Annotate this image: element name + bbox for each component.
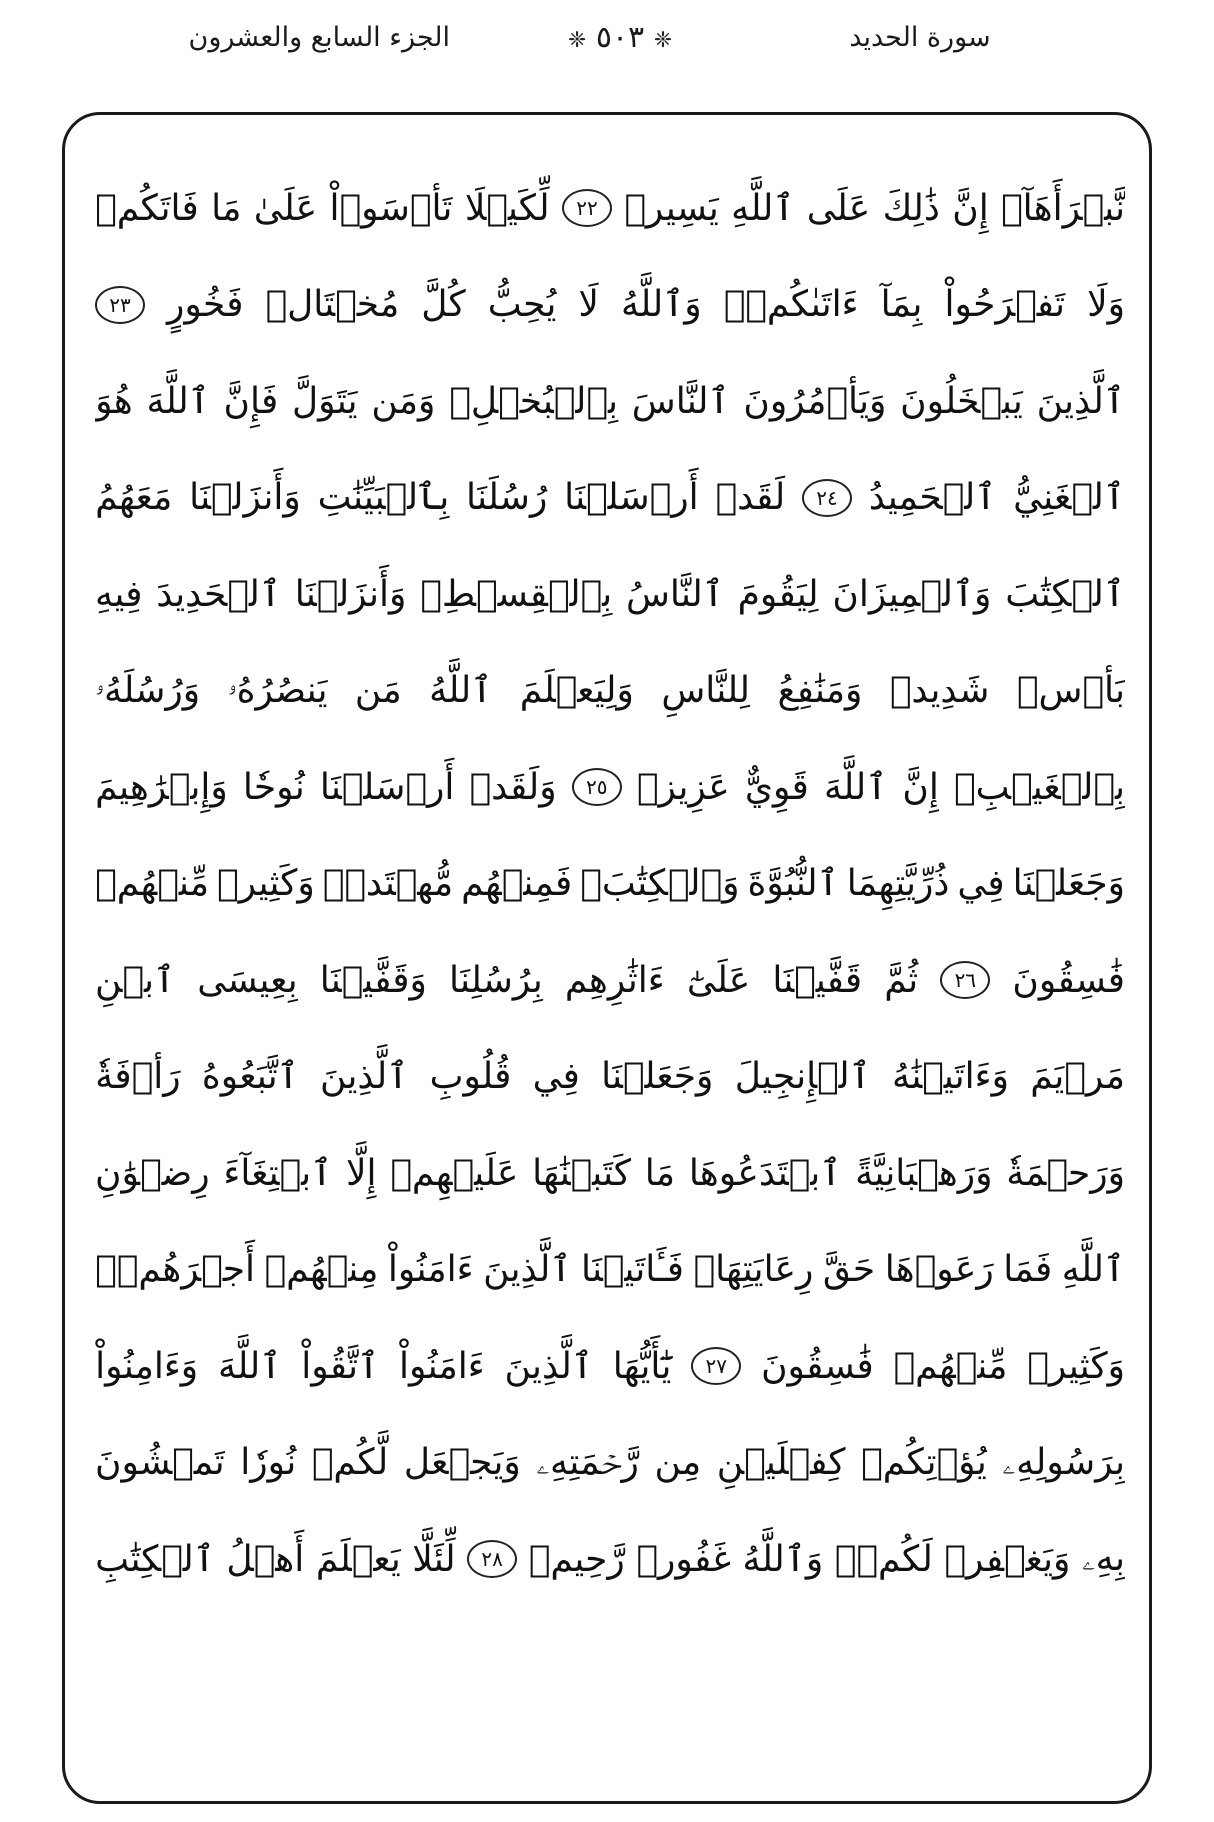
ayah-number-marker: ٢٢: [562, 189, 612, 227]
verse-word: ٱلۡغَنِيُّ: [1013, 477, 1125, 519]
verse-word: قَفَّيۡنَا: [772, 959, 863, 1001]
verse-word: وَإِبۡرَٰهِيمَ: [95, 766, 228, 808]
verse-word: رَأۡفَةٗ: [95, 1056, 181, 1098]
verse-word: وَأَنزَلۡنَا: [189, 477, 301, 519]
verse-word: بِٱلۡغَيۡبِۚ: [954, 766, 1125, 808]
verse-word: ٱلَّذِينَ: [1036, 380, 1125, 422]
ayah-number-marker: ٢٦: [940, 961, 990, 999]
page-header: [0, 0, 1214, 100]
verse-word: وَرَهۡبَانِيَّةً: [855, 1152, 993, 1194]
verse-line: [95, 1029, 1125, 1126]
verse-word: مِّنۡهُمۡ: [95, 863, 209, 905]
verse-line: [95, 450, 1125, 547]
verse-word: فَٰسِقُونَ: [761, 1345, 874, 1387]
verse-word: ٱلۡكِتَٰبَ: [1005, 573, 1125, 615]
verse-word: وَٱلۡكِتَٰبَۖ: [580, 863, 740, 905]
verse-line: [95, 1415, 1125, 1512]
verse-word: وَمَن: [371, 380, 436, 422]
verse-word: وَرَحۡمَةٗ: [1006, 1152, 1125, 1194]
verse-word: وَءَامِنُواْ: [95, 1345, 199, 1387]
verse-word: بِهِۦ: [1081, 1538, 1125, 1580]
verse-word: يَٰٓأَيُّهَا: [612, 1345, 672, 1387]
verse-word: بِرُسُلِنَا: [449, 959, 543, 1001]
verse-word: كُلَّ: [421, 284, 466, 326]
verse-word: قَوِيٌّ: [744, 766, 809, 808]
ayah-number-marker: ٢٤: [802, 479, 852, 517]
verse-word: ٱللَّهَ: [824, 766, 888, 808]
verse-word: يَنصُرُهُۥ: [227, 669, 328, 711]
verse-word: وَيَغۡفِرۡ: [944, 1538, 1071, 1580]
verse-word: ذَٰلِكَ: [882, 187, 940, 229]
verse-word: عَلَىٰٓ: [686, 959, 751, 1001]
verse-word: أَرۡسَلۡنَا: [564, 477, 699, 519]
verse-word: أَجۡرَهُمۡۖ: [95, 1249, 255, 1291]
ayah-number-marker: ٢٥: [572, 768, 622, 806]
verse-word: وَيَأۡمُرُونَ: [743, 380, 887, 422]
verse-word: أَهۡلُ: [226, 1538, 305, 1580]
verse-word: ٱللَّهِ: [731, 187, 795, 229]
verse-word: إِنَّ: [902, 766, 939, 808]
verse-word: تَمۡشُونَ: [95, 1442, 225, 1484]
verse-word: وَٱللَّهُ: [620, 284, 702, 326]
verse-word: إِنَّ: [952, 187, 989, 229]
verse-word: وَلَقَدۡ: [469, 766, 557, 808]
verse-word: مَرۡيَمَ: [1030, 1056, 1125, 1098]
verse-word: ٱلَّذِينَ: [483, 1249, 572, 1291]
verse-word: بِٱلۡقِسۡطِۖ: [420, 573, 613, 615]
verse-word: فَمَا: [1003, 1249, 1053, 1291]
verse-word: رُسُلَنَا: [466, 477, 548, 519]
verse-line: [95, 1511, 1125, 1608]
verse-word: بِرَسُولِهِۦ: [1002, 1441, 1125, 1483]
quran-text-block: [95, 160, 1125, 1608]
verse-word: فِيهِ: [95, 573, 143, 615]
verse-word: ٱبۡتِغَآءَ: [223, 1152, 333, 1194]
verse-word: أَرۡسَلۡنَا: [319, 766, 455, 808]
verse-word: ٱلَّذِينَ: [319, 1056, 409, 1098]
verse-word: رَّحِيمٞ: [528, 1538, 625, 1580]
verse-word: تَأۡسَوۡاْ: [329, 187, 453, 229]
ayah-number-marker: ٢٧: [691, 1347, 741, 1385]
verse-word: فَمِنۡهُم: [461, 863, 573, 905]
verse-word: لَّكُمۡ: [311, 1442, 389, 1484]
verse-line: [95, 1222, 1125, 1319]
verse-word: مَا: [644, 1152, 676, 1194]
verse-word: ذُرِّيَّتِهِمَا: [846, 863, 950, 905]
verse-word: فَاتَكُمۡ: [95, 187, 199, 229]
verse-word: مَعَهُمُ: [95, 477, 173, 519]
verse-word: هُوَ: [95, 380, 133, 422]
verse-word: عَلَى: [806, 187, 871, 229]
juz-title: الجزء السابع والعشرون: [188, 22, 450, 53]
verse-word: نُوحٗا: [242, 766, 305, 808]
verse-word: ٱللَّهَ: [218, 1345, 282, 1387]
verse-word: عَلَيۡهِمۡ: [390, 1152, 519, 1194]
verse-word: رِضۡوَٰنِ: [95, 1152, 210, 1194]
verse-word: يَسِيرٞ: [624, 187, 719, 229]
verse-word: فَخُورٍ: [167, 284, 244, 326]
verse-word: حَقَّ: [822, 1249, 876, 1291]
verse-word: فَٰسِقُونَ: [1012, 959, 1125, 1001]
verse-word: وَٱلۡمِيزَانَ: [832, 573, 992, 615]
verse-word: بِٱلۡبَيِّنَٰتِ: [317, 477, 450, 519]
verse-word: ٱلۡكِتَٰبِ: [95, 1538, 215, 1580]
verse-word: وَقَفَّيۡنَا: [319, 959, 427, 1001]
verse-word: وَيَجۡعَل: [403, 1442, 521, 1484]
verse-word: ٱبۡتَدَعُوهَا: [688, 1152, 842, 1194]
verse-word: وَأَنزَلۡنَا: [294, 573, 407, 615]
verse-word: ٱلۡحَدِيدَ: [156, 573, 281, 615]
verse-line: [95, 257, 1125, 354]
verse-word: مَن: [354, 670, 402, 712]
verse-word: وَكَثِيرٞ: [1027, 1345, 1125, 1387]
verse-word: وَجَعَلۡنَا: [601, 1056, 714, 1098]
verse-word: ٱللَّهِ: [1061, 1249, 1125, 1291]
verse-word: ٱللَّهُ: [429, 670, 493, 712]
verse-word: مَا: [211, 187, 242, 229]
verse-word: ٱللَّهَ: [146, 380, 210, 422]
verse-word: بِعِيسَى: [197, 959, 298, 1001]
verse-word: يُحِبُّ: [487, 284, 557, 326]
verse-line: [95, 1125, 1125, 1222]
verse-word: مُّهۡتَدٖۖ: [322, 863, 454, 905]
verse-word: وَٱللَّهُ: [742, 1538, 824, 1580]
verse-word: ٱلۡحَمِيدُ: [868, 477, 997, 519]
verse-word: ءَاتَىٰكُمۡۗ: [723, 284, 859, 326]
verse-word: ٱلنُّبُوَّةَ: [747, 863, 839, 905]
verse-word: وَجَعَلۡنَا: [1012, 863, 1125, 905]
verse-line: [95, 932, 1125, 1029]
verse-line: [95, 546, 1125, 643]
verse-word: مِّنۡهُمۡ: [893, 1345, 1008, 1387]
verse-word: رَعَوۡهَا: [884, 1249, 994, 1291]
verse-word: ٱلنَّاسُ: [625, 573, 724, 615]
verse-line: [95, 643, 1125, 740]
verse-word: ٱلۡإِنجِيلَ: [734, 1056, 871, 1098]
verse-word: ٱلنَّاسَ: [631, 380, 730, 422]
verse-word: ٱبۡنِ: [95, 959, 176, 1001]
verse-word: ٱتَّبَعُوهُ: [201, 1056, 299, 1098]
verse-word: عَزِيزٞ: [636, 766, 730, 808]
verse-word: لِيَقُومَ: [737, 573, 819, 615]
verse-word: رِعَايَتِهَاۖ: [693, 1249, 814, 1291]
verse-word: إِلَّا: [346, 1152, 377, 1194]
verse-word: فَـَٔاتَيۡنَا: [580, 1249, 685, 1291]
verse-word: مِن: [654, 1442, 702, 1484]
verse-word: يَبۡخَلُونَ: [900, 380, 1023, 422]
verse-word: شَدِيدٞ: [889, 670, 990, 712]
verse-word: عَلَىٰ: [253, 187, 318, 229]
verse-word: لِّكَيۡلَا: [464, 187, 550, 229]
verse-word: ثُمَّ: [884, 959, 919, 1001]
verse-word: كِفۡلَيۡنِ: [716, 1442, 846, 1484]
verse-word: يَتَوَلَّ: [291, 380, 358, 422]
verse-word: فِي: [532, 1056, 580, 1098]
verse-word: لِّئَلَّا: [412, 1538, 456, 1580]
verse-word: وَكَثِيرٞ: [217, 863, 315, 905]
verse-word: وَلِيَعۡلَمَ: [519, 670, 634, 712]
verse-word: غَفُورٞ: [636, 1538, 731, 1580]
verse-word: ٱتَّقُواْ: [301, 1345, 380, 1387]
verse-word: لَا: [578, 284, 599, 326]
page-number: ٥٠٣: [595, 20, 645, 55]
verse-word: مِنۡهُمۡ: [264, 1249, 379, 1291]
verse-word: كَتَبۡنَٰهَا: [532, 1152, 632, 1194]
verse-word: ءَامَنُواْ: [398, 1345, 485, 1387]
verse-word: نُورٗا: [240, 1442, 297, 1484]
verse-word: بِٱلۡبُخۡلِۗ: [449, 380, 618, 422]
verse-word: ءَاثَٰرِهِم: [564, 959, 665, 1001]
verse-word: ءَامَنُواْ: [387, 1249, 474, 1291]
verse-word: يُؤۡتِكُمۡ: [861, 1442, 987, 1484]
ayah-number-marker: ٢٣: [95, 286, 145, 324]
verse-word: مُخۡتَالٖ: [265, 284, 400, 326]
verse-word: قُلُوبِ: [429, 1056, 512, 1098]
verse-word: رَّحۡمَتِهِۦ: [536, 1441, 639, 1483]
verse-word: وَرُسُلَهُۥ: [95, 669, 201, 711]
verse-word: وَلَا: [1087, 284, 1125, 326]
verse-line: [95, 836, 1125, 933]
verse-line: [95, 739, 1125, 836]
verse-word: فِي: [957, 863, 1005, 905]
page-number-group: [560, 20, 680, 55]
verse-word: فَإِنَّ: [223, 380, 279, 422]
verse-word: تَفۡرَحُواْ: [944, 284, 1066, 326]
verse-line: [95, 160, 1125, 257]
verse-word: لَقَدۡ: [715, 477, 786, 519]
verse-word: يَعۡلَمَ: [315, 1538, 401, 1580]
verse-line: [95, 1318, 1125, 1415]
verse-word: لَكُمۡۚ: [834, 1538, 933, 1580]
verse-word: وَمَنَٰفِعُ: [777, 670, 863, 712]
verse-word: ٱلَّذِينَ: [504, 1345, 593, 1387]
verse-word: لِلنَّاسِ: [661, 670, 750, 712]
verse-line: [95, 353, 1125, 450]
surah-title: سورة الحديد: [849, 22, 991, 53]
ayah-number-marker: ٢٨: [467, 1540, 517, 1578]
verse-word: وَءَاتَيۡنَٰهُ: [892, 1056, 1009, 1098]
ornament-right-icon: ❈: [567, 28, 587, 53]
verse-word: بِمَآ: [880, 284, 923, 326]
verse-word: بَأۡسٞ: [1016, 670, 1125, 712]
ornament-left-icon: ❈: [653, 28, 673, 53]
verse-word: نَّبۡرَأَهَآۚ: [1001, 187, 1125, 229]
